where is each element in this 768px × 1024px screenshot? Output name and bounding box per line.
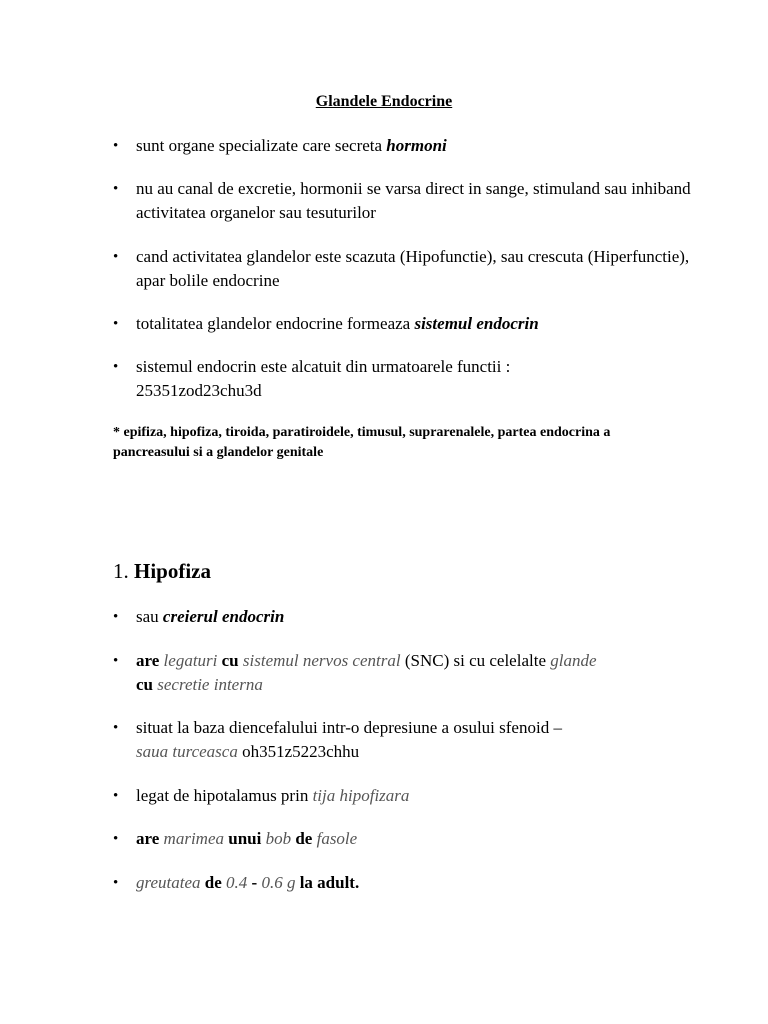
item-term: glande [550,651,597,670]
item-text: cu [217,651,243,670]
item-text: totalitatea glandelor endocrine formeaza [136,314,415,333]
bullet-icon: • [113,788,119,804]
item-text: are [136,651,164,670]
item-text: cand activitatea glandelor este scazuta (Hipofunctie), sau crescuta (Hiperfunctie), apar bolile endocrine [136,247,690,290]
bullet-icon: • [113,875,119,891]
item-text: de [200,873,227,892]
gland-list-note: * epifiza, hipofiza, tiroida, paratiroidele, timusul, suprarenalele, partea endocrina a pancreasului si a glandelor genitale [113,425,611,460]
item-text: - [247,873,262,892]
item-text: sistemul endocrin este alcatuit din urmatoarele functii : [136,357,511,376]
item-term: tija hipofizara [312,786,410,805]
item-term: secretie interna [157,675,263,694]
bullet-icon: • [113,249,119,265]
item-code: 25351zod23chu3d [136,381,262,400]
item-text: legat de hipotalamus prin [136,786,313,805]
item-text: sunt organe specializate care secreta [136,136,387,155]
item-value: 0.6 g [261,873,296,892]
bullet-icon: • [113,138,119,154]
item-term: fasole [316,829,358,848]
bullet-icon: • [113,831,119,847]
item-text: nu au canal de excretie, hormonii se varsa direct in sange, stimuland sau inhiband activitatea organelor sau tesuturilor [136,179,691,222]
item-text: sau [136,607,163,626]
item-text: de [291,829,317,848]
item-term: bob [265,829,292,848]
item-emphasis: creierul endocrin [162,607,285,626]
bullet-icon: • [113,181,119,197]
item-term: saua turceasca [136,742,238,761]
item-text: situat la baza diencefalului intr-o depresiune a osului sfenoid – [136,718,562,737]
item-text: cu [136,675,158,694]
bullet-icon: • [113,316,119,332]
item-code: oh351z5223chhu [237,742,360,761]
page-title: Glandele Endocrine [315,93,453,110]
bullet-icon: • [113,609,119,625]
section-title: Hipofiza [134,559,211,583]
item-emphasis: sistemul endocrin [414,314,539,333]
item-term: greutatea [136,873,201,892]
bullet-icon: • [113,653,119,669]
item-term: legaturi [163,651,218,670]
bullet-icon: • [113,720,119,736]
item-text: la adult. [295,873,360,892]
section-number: 1. [113,559,129,583]
item-term: sistemul nervos central [242,651,401,670]
item-value: 0.4 [226,873,248,892]
item-emphasis: hormoni [386,136,447,155]
item-text: are [136,829,164,848]
bullet-icon: • [113,359,119,375]
section-heading [113,559,211,584]
item-text: (SNC) si cu celelalte [400,651,551,670]
item-text: unui [224,829,266,848]
item-term: marimea [163,829,224,848]
